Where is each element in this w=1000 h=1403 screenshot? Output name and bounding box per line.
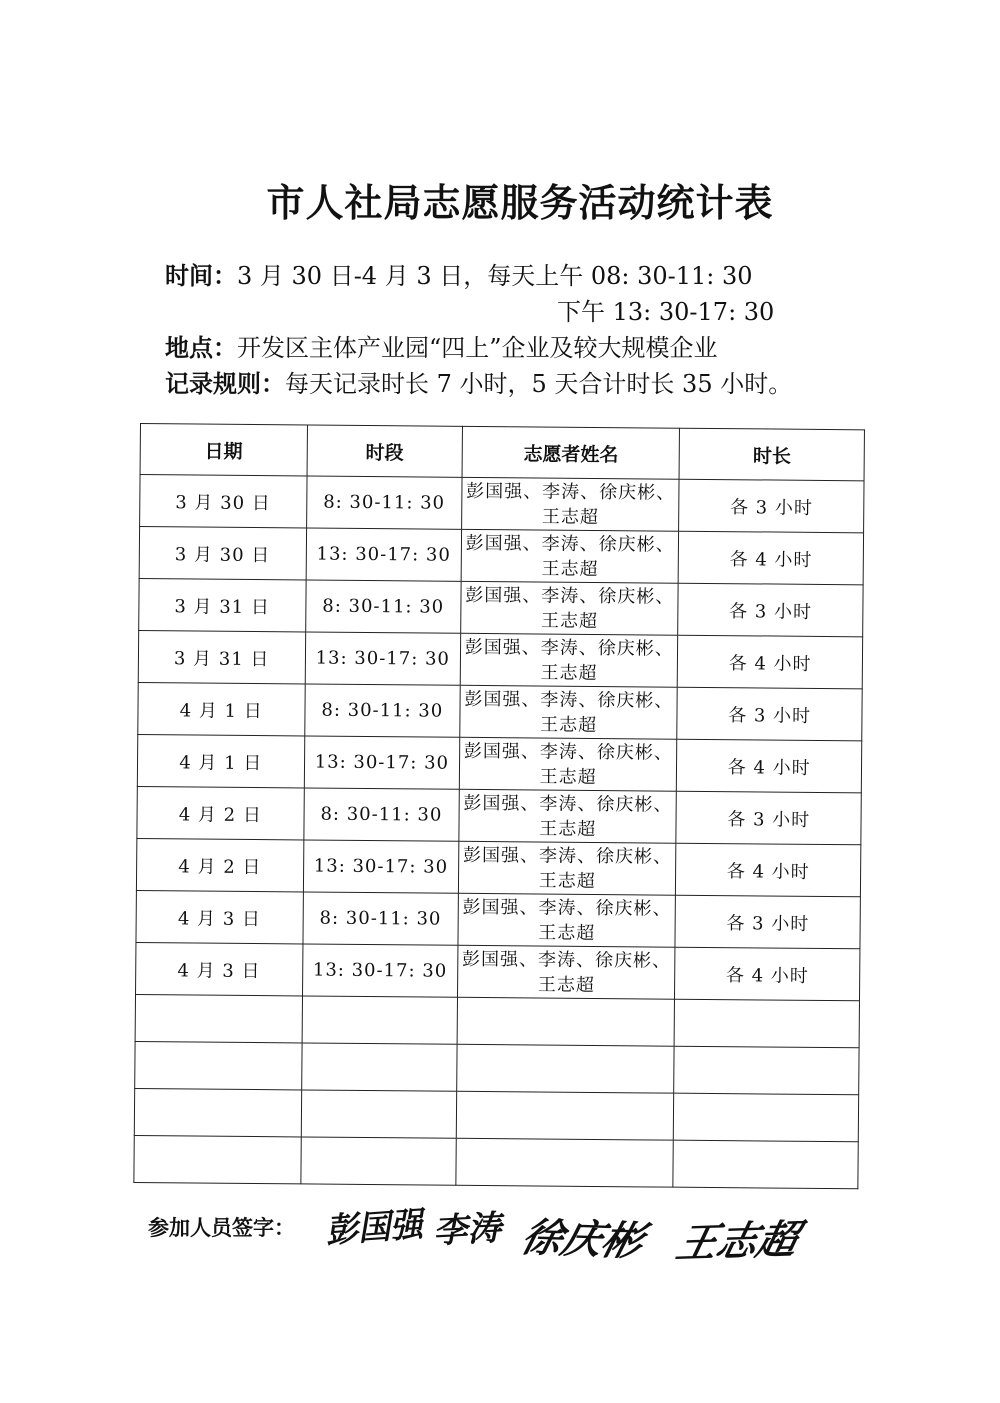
cell-names (460, 685, 678, 739)
empty-cell (674, 1093, 859, 1142)
cell-names-line2: 王志超 (539, 766, 597, 788)
cell-names-line2: 王志超 (538, 869, 596, 892)
time-value: 3 月 30 日-4 月 3 日，每天上午 08: 30-11: 30 (237, 262, 753, 290)
empty-cell (301, 1043, 457, 1091)
cell-names-line1: 彭国强、李涛、徐庆彬、 (462, 896, 672, 920)
statistics-table (133, 423, 865, 1189)
empty-cell (674, 999, 859, 1048)
table-row (138, 630, 862, 688)
cell-date: 4 月 3 日 (136, 942, 303, 995)
table-header-row (140, 424, 864, 481)
empty-cell (456, 1091, 674, 1140)
cell-period: 8: 30-11: 30 (303, 788, 459, 841)
rule-line (165, 364, 792, 399)
table-row (136, 838, 860, 896)
empty-cell (135, 994, 302, 1042)
cell-date: 4 月 2 日 (136, 838, 303, 891)
cell-names (462, 477, 680, 531)
table-row (137, 734, 861, 792)
cell-date: 4 月 2 日 (137, 786, 304, 839)
empty-cell (134, 1135, 301, 1183)
table-row (137, 786, 861, 844)
cell-period: 8: 30-11: 30 (304, 684, 460, 737)
cell-period: 13: 30-17: 30 (304, 736, 460, 789)
cell-duration: 各 3 小时 (678, 583, 863, 637)
cell-duration: 各 3 小时 (676, 791, 861, 845)
cell-duration: 各 3 小时 (677, 687, 862, 741)
empty-cell (457, 1044, 675, 1093)
cell-names-line2: 王志超 (540, 610, 599, 632)
document-title: 市人社局志愿服务活动统计表 (266, 181, 774, 225)
cell-duration: 各 4 小时 (675, 947, 860, 1001)
cell-names-line1: 彭国强、李涛、徐庆彬、 (464, 688, 674, 712)
cell-names-line1: 彭国强、李涛、徐庆彬、 (464, 636, 674, 660)
cell-names-line2: 王志超 (541, 558, 599, 580)
cell-names-line2: 王志超 (540, 662, 598, 684)
empty-cell (301, 1090, 457, 1138)
cell-names (459, 737, 677, 791)
cell-names (458, 945, 676, 999)
statistics-table-wrapper (133, 423, 865, 1201)
signature-label: 参加人员签字： (148, 1216, 295, 1240)
cell-names-line2: 王志超 (539, 817, 597, 840)
place-line (165, 328, 718, 363)
place-value: 开发区主体产业园“四上”企业及较大规模企业 (237, 334, 718, 362)
cell-names-line1: 彭国强、李涛、徐庆彬、 (465, 584, 675, 608)
cell-names-line2: 王志超 (540, 714, 598, 736)
empty-cell (456, 1138, 674, 1187)
cell-date: 4 月 3 日 (136, 890, 303, 943)
time-label: 时间： (165, 262, 237, 290)
cell-names (458, 893, 676, 947)
empty-cell (302, 996, 458, 1044)
cell-duration: 各 3 小时 (675, 895, 860, 949)
empty-cell (134, 1088, 301, 1136)
cell-date: 3 月 31 日 (139, 578, 306, 631)
header-volunteer-names: 志愿者姓名 (462, 426, 680, 479)
empty-cell (300, 1137, 456, 1185)
time-line (165, 256, 753, 291)
cell-names-line1: 彭国强、李涛、徐庆彬、 (462, 948, 672, 972)
cell-duration: 各 4 小时 (678, 531, 863, 585)
cell-names-line2: 王志超 (538, 921, 596, 944)
cell-date: 3 月 31 日 (138, 630, 305, 683)
table-row (139, 527, 863, 585)
cell-date: 3 月 30 日 (139, 527, 306, 580)
cell-names-line1: 彭国强、李涛、徐庆彬、 (463, 792, 673, 816)
signature-handwritten-1: 彭国强 (324, 1204, 424, 1252)
cell-period: 13: 30-17: 30 (303, 840, 459, 893)
cell-names-line1: 彭国强、李涛、徐庆彬、 (462, 844, 673, 868)
empty-cell (457, 997, 675, 1046)
time-line-afternoon: 下午 13: 30-17: 30 (557, 298, 775, 326)
place-label: 地点： (165, 334, 237, 362)
cell-names-line1: 彭国强、李涛、徐庆彬、 (466, 480, 676, 504)
cell-duration: 各 3 小时 (679, 479, 864, 533)
cell-names-line2: 王志超 (537, 973, 595, 996)
empty-cell (674, 1046, 859, 1095)
signature-handwritten-4: 王志超 (671, 1215, 803, 1268)
table-row-empty (135, 994, 859, 1047)
table-row-empty (134, 1088, 858, 1141)
signature-handwritten-2: 李涛 (432, 1208, 503, 1252)
signature-handwritten-3: 徐庆彬 (516, 1214, 649, 1265)
cell-names (459, 789, 677, 843)
table-row-empty (134, 1135, 858, 1188)
cell-names-line2: 王志超 (541, 506, 600, 528)
cell-period: 13: 30-17: 30 (302, 944, 458, 997)
header-period: 时段 (307, 425, 463, 477)
cell-names (459, 841, 677, 895)
cell-period: 13: 30-17: 30 (305, 632, 461, 685)
table-row (139, 578, 863, 636)
cell-period: 13: 30-17: 30 (306, 528, 462, 581)
cell-names-line1: 彭国强、李涛、徐庆彬、 (463, 740, 674, 764)
cell-names (460, 633, 678, 687)
table-row-empty (135, 1041, 859, 1094)
empty-cell (135, 1041, 302, 1089)
cell-date: 3 月 30 日 (140, 475, 307, 528)
cell-names-line1: 彭国强、李涛、徐庆彬、 (465, 532, 675, 556)
cell-period: 8: 30-11: 30 (305, 580, 461, 633)
table-row (138, 682, 862, 740)
cell-names (461, 581, 679, 635)
table-row (140, 475, 864, 533)
cell-period: 8: 30-11: 30 (302, 892, 458, 945)
cell-date: 4 月 1 日 (138, 682, 305, 735)
cell-duration: 各 4 小时 (678, 635, 863, 689)
cell-names (461, 529, 679, 583)
table-row (136, 890, 860, 948)
rule-value: 每天记录时长 7 小时，5 天合计时长 35 小时。 (285, 370, 793, 398)
rule-label: 记录规则： (165, 370, 285, 398)
empty-cell (673, 1140, 858, 1189)
table-row (136, 942, 860, 1000)
cell-duration: 各 4 小时 (676, 843, 861, 897)
header-date: 日期 (140, 424, 307, 476)
cell-date: 4 月 1 日 (137, 734, 304, 787)
header-duration: 时长 (679, 428, 864, 481)
cell-period: 8: 30-11: 30 (306, 476, 462, 529)
cell-duration: 各 4 小时 (677, 739, 862, 793)
signature-area (148, 1204, 808, 1272)
